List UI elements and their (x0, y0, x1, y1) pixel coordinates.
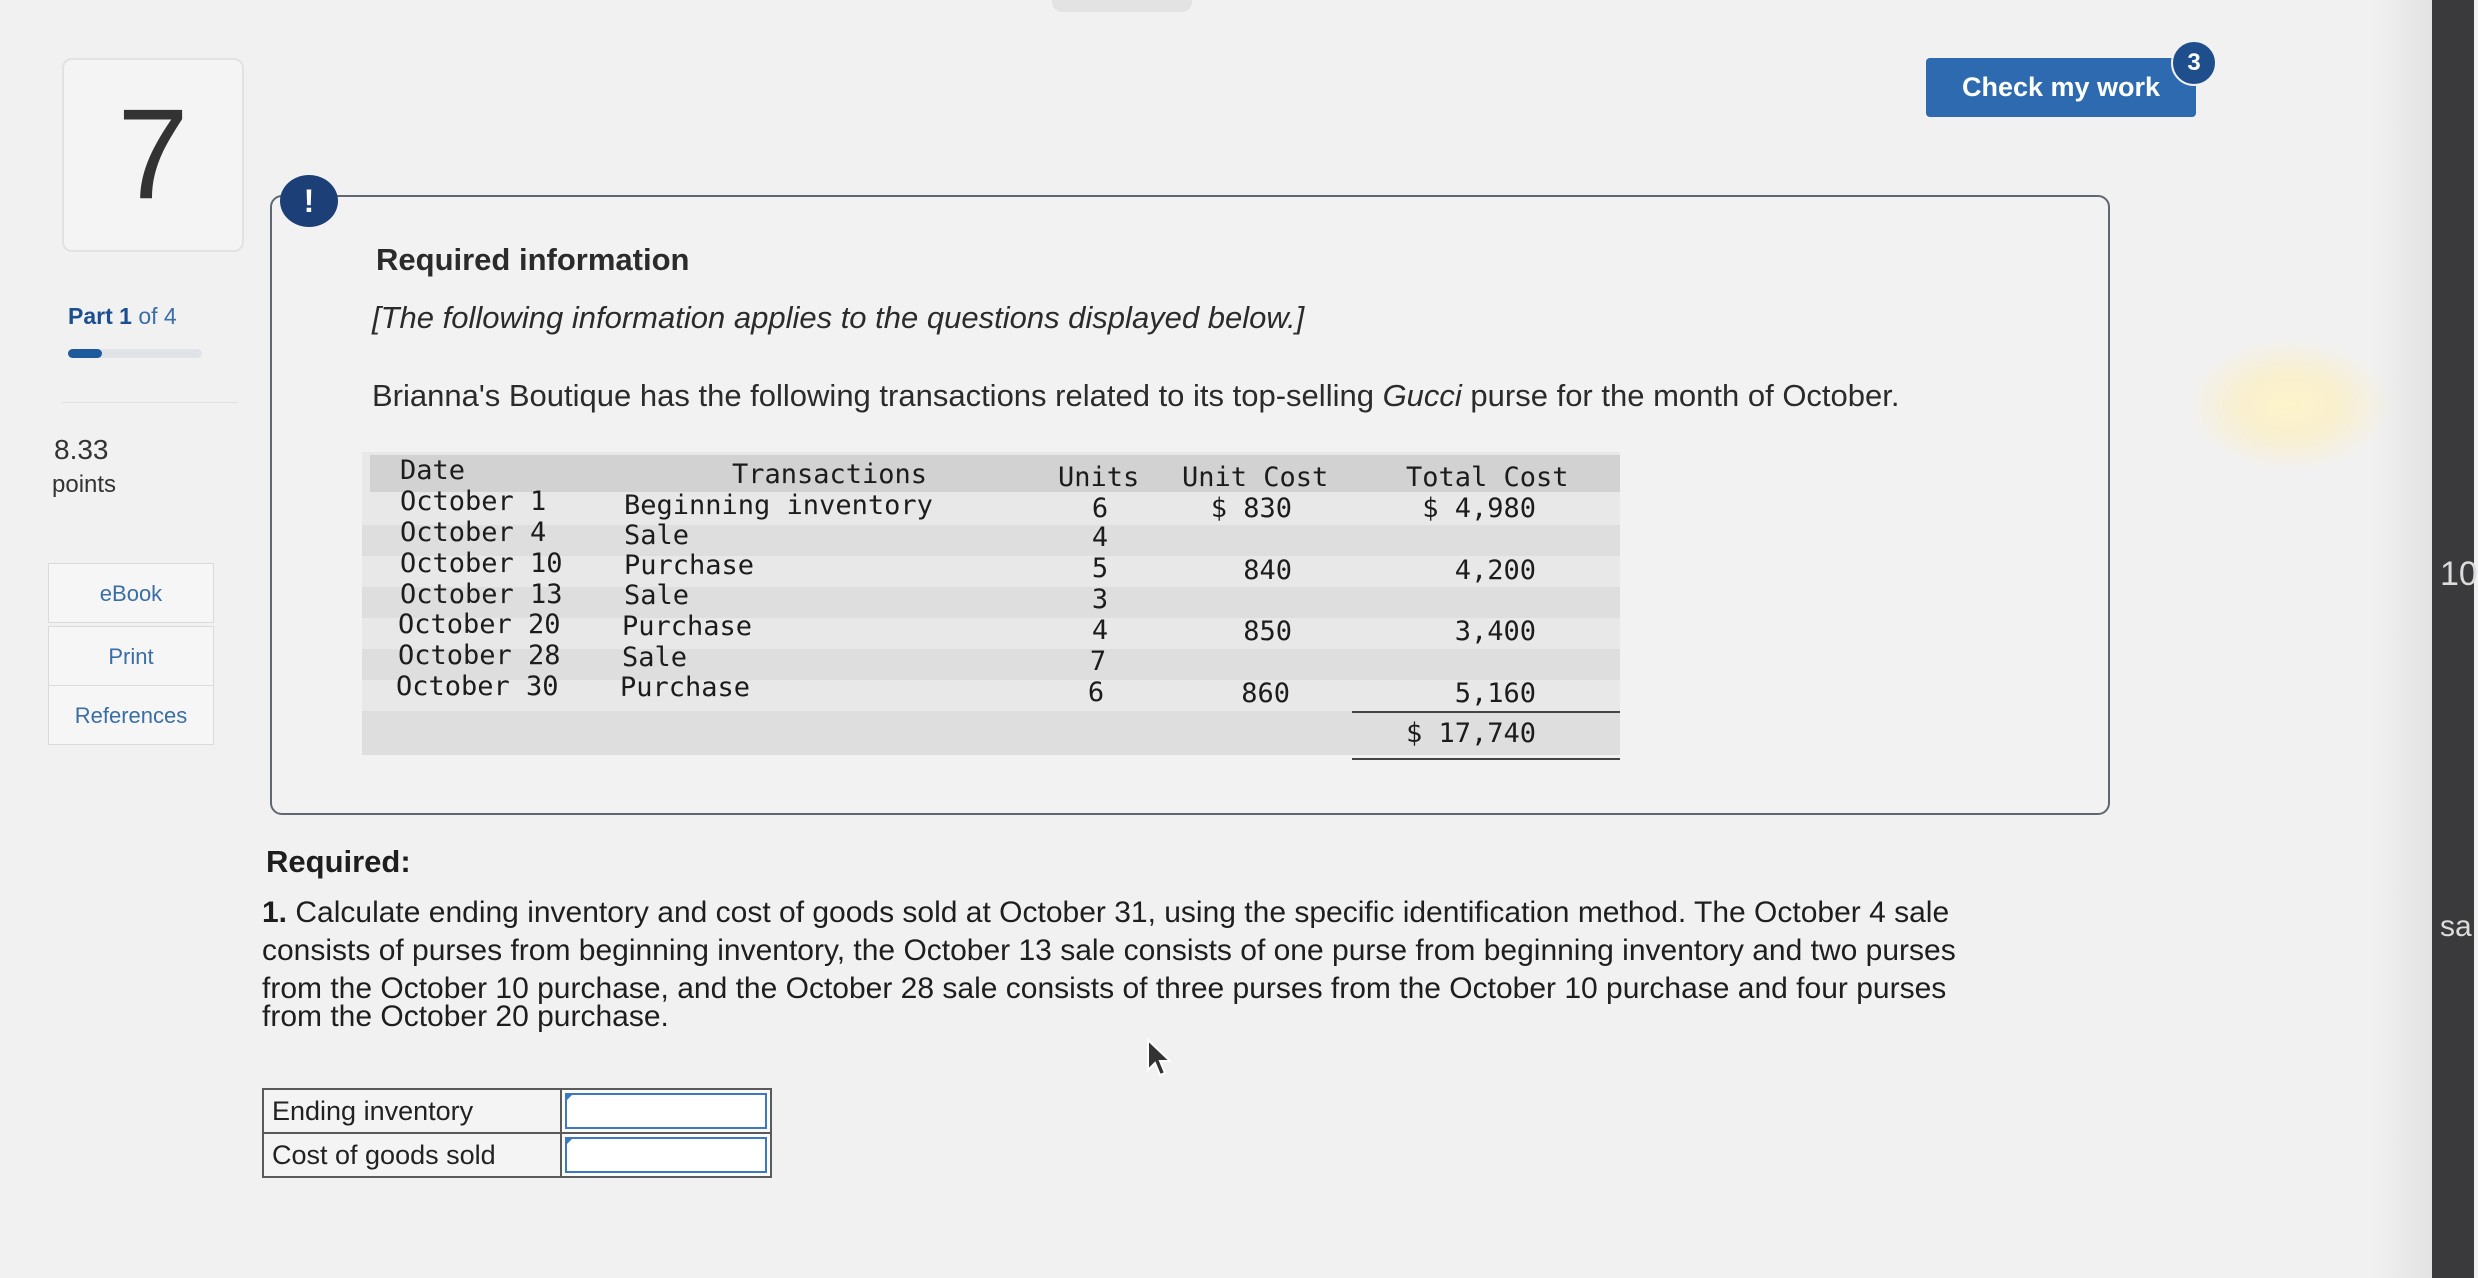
row-transaction: Beginning inventory (624, 490, 933, 521)
intro-text (372, 378, 1900, 414)
total-rule (1352, 758, 1620, 760)
part-indicator (68, 303, 177, 330)
row-transaction: Sale (624, 520, 690, 551)
screen-glare (2190, 340, 2390, 470)
row-units: 6 (1087, 677, 1105, 708)
row-unit-cost: 860 (1241, 678, 1290, 709)
field-marker-icon (565, 1093, 574, 1102)
screen-edge-shadow (2370, 0, 2432, 1278)
cogs-cell (561, 1133, 771, 1177)
row-date: October 28 (398, 640, 561, 671)
row-date: October 4 (400, 517, 547, 548)
mouse-pointer-icon (1146, 1038, 1172, 1078)
row-units: 4 (1091, 522, 1109, 553)
row-total-cost: 4,200 (1454, 555, 1536, 586)
row-transaction: Purchase (624, 550, 755, 581)
part-progress-fill (68, 349, 102, 358)
required-line-3: from the October 10 purchase, and the October 28 sale consists of three purses from the October 10 purchase and four purses (262, 972, 1947, 1005)
row-total-cost: $ 4,980 (1422, 493, 1536, 524)
row-unit-cost: 840 (1243, 555, 1292, 586)
part-current: 1 (119, 303, 132, 329)
row-date: October 20 (398, 609, 561, 640)
table-row (263, 1089, 771, 1133)
header-units: Units (1058, 462, 1140, 493)
row-date: October 13 (400, 579, 563, 610)
row-transaction: Sale (622, 642, 688, 673)
print-button[interactable]: Print (48, 626, 214, 686)
header-transactions: Transactions (732, 459, 928, 490)
row-transaction: Purchase (622, 611, 753, 642)
row-transaction: Sale (624, 580, 690, 611)
ending-inventory-cell (561, 1089, 771, 1133)
required-line-2: consists of purses from beginning inventory, the October 13 sale consists of one purse from beginning inventory and two purses (262, 934, 1956, 967)
row-total-cost: 3,400 (1454, 616, 1536, 647)
required-line-text: Calculate ending inventory and cost of goods sold at October 31, using the specific identification method. The October 4 sale (295, 896, 1950, 929)
cogs-input[interactable] (565, 1137, 767, 1173)
intro-text-end: purse for the month of October. (1461, 378, 1900, 413)
required-heading: Required: (266, 844, 411, 879)
points-value: 8.33 (54, 434, 109, 465)
row-date: October 10 (400, 548, 563, 579)
required-item-number: 1. (262, 896, 288, 929)
row-date: October 1 (400, 486, 547, 517)
required-line-4: from the October 20 purchase. (262, 1000, 669, 1033)
answer-table (262, 1088, 772, 1178)
ending-inventory-input[interactable] (565, 1093, 767, 1129)
question-number-box (62, 58, 244, 252)
row-transaction: Purchase (620, 672, 751, 703)
part-of: of 4 (138, 303, 177, 329)
table-row (263, 1133, 771, 1177)
edge-text-fragment: 10 (2440, 555, 2478, 593)
subtotal-rule (1352, 711, 1620, 713)
header-total-cost: Total Cost (1406, 462, 1569, 493)
row-units: 6 (1091, 493, 1109, 524)
part-prefix: Part (68, 303, 113, 329)
row-units: 3 (1091, 584, 1109, 615)
row-total-cost: 5,160 (1454, 678, 1536, 709)
ebook-button[interactable]: eBook (48, 563, 214, 623)
applies-note: [The following information applies to the questions displayed below.] (372, 300, 1305, 335)
edge-text-fragment: sa (2440, 910, 2472, 943)
references-button[interactable]: References (48, 685, 214, 745)
cogs-label: Cost of goods sold (263, 1133, 561, 1177)
intro-brand: Gucci (1382, 378, 1462, 413)
intro-text-start: Brianna's Boutique has the following transactions related to its top-selling (372, 378, 1383, 413)
check-my-work-button[interactable]: Check my work (1926, 58, 2196, 117)
points-label: points (52, 471, 117, 498)
required-information-title: Required information (376, 242, 690, 277)
part-progress-bar (68, 349, 202, 358)
question-number: 7 (117, 83, 189, 226)
alert-icon: ! (280, 175, 338, 227)
row-units: 5 (1091, 553, 1109, 584)
header-date: Date (400, 455, 466, 486)
ending-inventory-label: Ending inventory (263, 1089, 561, 1133)
monitor-bezel (2432, 0, 2474, 1278)
field-marker-icon (565, 1137, 574, 1146)
top-browser-tab (1052, 0, 1192, 12)
required-line-1 (262, 896, 1949, 930)
row-unit-cost: $ 830 (1210, 493, 1292, 524)
divider (62, 402, 238, 403)
row-date: October 30 (396, 671, 559, 702)
row-units: 7 (1089, 646, 1107, 677)
attempts-badge: 3 (2171, 40, 2217, 86)
row-units: 4 (1091, 615, 1109, 646)
row-unit-cost: 850 (1243, 616, 1292, 647)
grand-total: $ 17,740 (1405, 718, 1536, 749)
header-unit-cost: Unit Cost (1182, 462, 1329, 493)
